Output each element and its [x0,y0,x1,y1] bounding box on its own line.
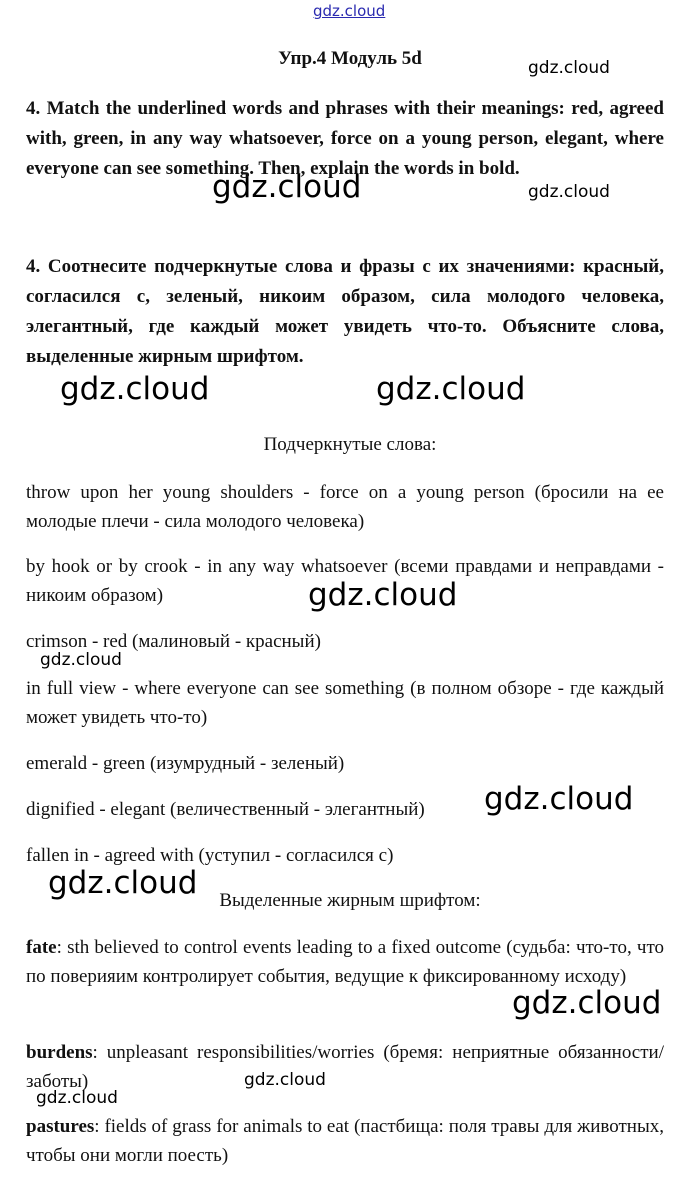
watermark: gdz.cloud [308,577,458,613]
underlined-item: by hook or by crook - in any way whatsoever (всеми правдами и неправдами - никоим образом) [26,556,664,606]
bold-definition: : unpleasant responsibilities/worries (бремя: неприятные обязанности/заботы) [26,1042,664,1092]
underlined-item: in full view - where everyone can see something (в полном обзоре - где каждый может увидеть что-то) [26,678,664,728]
underlined-item: dignified - elegant (величественный - элегантный) [26,799,425,820]
watermark: gdz.cloud [36,1088,118,1108]
underlined-heading: Подчеркнутые слова: [263,434,437,455]
bold-definition: : fields of grass for animals to eat (пастбища: поля травы для животных, чтобы они могли поесть) [26,1116,664,1166]
bold-definition: : sth believed to control events leading to a fixed outcome (судьба: что-то, что по поверияим контролирует события, ведущие к фиксированному исходу) [26,937,664,987]
watermark: gdz.cloud [528,182,610,202]
underlined-item: throw upon her young shoulders - force on a young person (бросили на ее молодые плечи - сила молодого человека) [26,482,664,532]
watermark: gdz.cloud [60,371,210,407]
watermark: gdz.cloud [484,781,634,817]
watermark: gdz.cloud [212,169,362,205]
page-title: Упр.4 Модуль 5d [278,48,422,69]
task-russian: 4. Соотнесите подчеркнутые слова и фразы с их значениями: красный, согласился с, зеленый, никоим образом, сила молодого человека, элегантный, где каждый может увидеть что-то. Объясните слова, выделенные жирным шрифтом. [26,256,664,367]
watermark: gdz.cloud [512,985,662,1021]
watermark: gdz.cloud [528,58,610,78]
bold-item [26,1038,664,1096]
underlined-item: crimson - red (малиновый - красный) [26,631,321,652]
watermark: gdz.cloud [244,1070,326,1090]
bold-item [26,1112,664,1170]
watermark: gdz.cloud [48,865,198,901]
watermark-top-link[interactable]: gdz.cloud [313,2,386,20]
task-english: 4. Match the underlined words and phrases with their meanings: red, agreed with, green, in any way whatsoever, force on a young person, elegant, where everyone can see something. Then, explain the words in bold. [26,98,664,179]
watermark: gdz.cloud [40,650,122,670]
bold-heading: Выделенные жирным шрифтом: [219,890,481,911]
watermark: gdz.cloud [376,371,526,407]
bold-term: burdens [26,1042,93,1063]
bold-term: fate [26,937,57,958]
bold-term: pastures [26,1116,95,1137]
underlined-item: fallen in - agreed with (уступил - согласился с) [26,845,394,866]
underlined-item: emerald - green (изумрудный - зеленый) [26,753,345,774]
bold-item [26,933,664,991]
